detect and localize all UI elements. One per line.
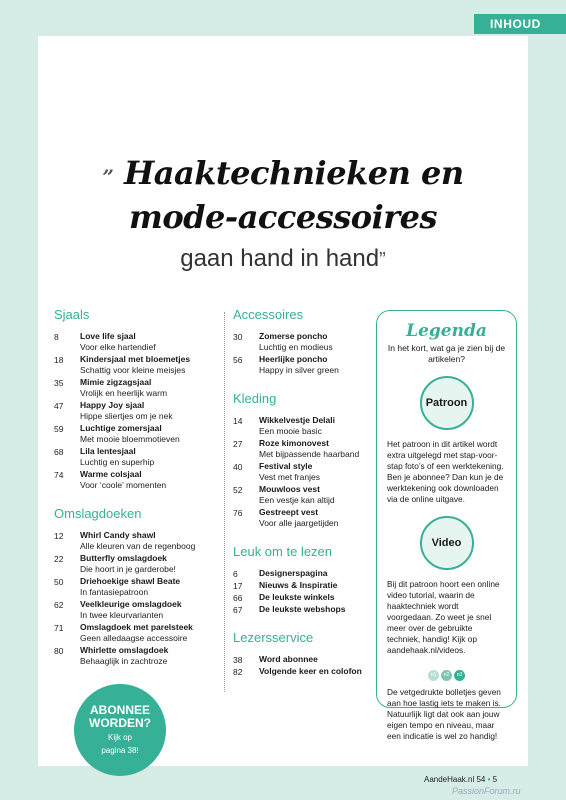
toc-text — [80, 354, 222, 376]
toc-title: Driehoekige shawl Beate — [80, 576, 181, 586]
divider — [224, 312, 225, 692]
toc-text — [80, 622, 222, 644]
toc-text — [259, 331, 373, 353]
toc-title: Veelkleurige omslagdoek — [80, 599, 182, 609]
toc-subtitle: Die hoort in je garderobe! — [80, 564, 176, 574]
toc-title: Festival style — [259, 461, 313, 471]
toc-subtitle: Luchtig en modieus — [259, 342, 333, 352]
toc-item — [54, 354, 222, 376]
toc-item — [233, 331, 373, 353]
toc-item — [54, 469, 222, 491]
toc-text — [80, 599, 222, 621]
toc-text — [80, 423, 222, 445]
toc-text — [259, 461, 373, 483]
page-number: 22 — [54, 554, 64, 564]
toc-title: De leukste webshops — [259, 604, 346, 614]
toc-item — [54, 576, 222, 598]
toc-text — [259, 654, 373, 665]
toc-item — [233, 415, 373, 437]
page-number: 17 — [233, 581, 243, 591]
section-title-lezers: Lezersservice — [233, 630, 314, 645]
page-number: 71 — [54, 623, 64, 633]
toc-subtitle: Met bijpassende haarband — [259, 449, 360, 459]
legend-title: Legenda — [406, 321, 487, 341]
toc-title: Omslagdoek met parelsteek — [80, 622, 193, 632]
toc-text — [259, 415, 373, 437]
page-number: 52 — [233, 485, 243, 495]
quote-line-3: gaan hand in hand” — [180, 245, 386, 272]
page-number: 50 — [54, 577, 64, 587]
toc-subtitle: Schattig voor kleine meisjes — [80, 365, 186, 375]
toc-title: Wikkelvestje Delali — [259, 415, 335, 425]
toc-text — [259, 592, 373, 603]
page-number: 80 — [54, 646, 64, 656]
section-title-accessoires: Accessoires — [233, 307, 304, 322]
toc-subtitle: Vrolijk en heerlijk warm — [80, 388, 168, 398]
toc-item — [233, 666, 373, 677]
toc-subtitle: In twee kleurvarianten — [80, 610, 164, 620]
toc-subtitle: Met mooie bloemmotieven — [80, 434, 180, 444]
legend-box — [376, 310, 517, 741]
toc-item — [54, 645, 222, 667]
page-number: 40 — [233, 462, 243, 472]
toc-text — [80, 331, 222, 353]
toc-title: Warme colsjaal — [80, 469, 142, 479]
badge-sub-2: pagina 38! — [101, 746, 139, 755]
page-number: 30 — [233, 332, 243, 342]
toc-text — [80, 446, 222, 468]
page-number: 35 — [54, 378, 64, 388]
toc-title: Mimie zigzagsjaal — [80, 377, 152, 387]
list-kleding — [233, 415, 373, 529]
page-number: 74 — [54, 470, 64, 480]
toc-title: Volgende keer en colofon — [259, 666, 362, 676]
toc-title: Roze kimonovest — [259, 438, 329, 448]
list-sjaals — [54, 331, 222, 491]
patroon-text: Het patroon in dit artikel wordt extra uitgelegd met stap-voor-stap foto’s of een werktekening. Ben je abonnee? Dan kun je de werktekening ook downloaden via de online uitgave. — [387, 439, 504, 504]
toc-subtitle: Behaaglijk in zachtroze — [80, 656, 168, 666]
section-tab: INHOUD — [474, 14, 566, 34]
list-lezersservice — [233, 654, 373, 677]
toc-title: Luchtige zomersjaal — [80, 423, 162, 433]
toc-item — [233, 484, 373, 506]
toc-item — [54, 377, 222, 399]
toc-subtitle: Vest met franjes — [259, 472, 320, 482]
toc-item — [54, 400, 222, 422]
difficulty-dot: n2 — [441, 670, 452, 681]
toc-title: Butterfly omslagdoek — [80, 553, 167, 563]
page-number: 18 — [54, 355, 64, 365]
page-number: 38 — [233, 655, 243, 665]
page-number: 62 — [54, 600, 64, 610]
page-number: 67 — [233, 605, 243, 615]
toc-title: Heerlijke poncho — [259, 354, 328, 364]
toc-title: Mouwloos vest — [259, 484, 320, 494]
toc-item — [54, 331, 222, 353]
toc-item — [233, 592, 373, 603]
toc-title: Whirlette omslagdoek — [80, 645, 169, 655]
toc-text — [259, 484, 373, 506]
page-number: 6 — [233, 569, 238, 579]
toc-text — [80, 469, 222, 491]
page-number: 68 — [54, 447, 64, 457]
toc-subtitle: Geen alledaagse accessoire — [80, 633, 188, 643]
toc-title: De leukste winkels — [259, 592, 335, 602]
quote-line-1: ” Haaktechnieken en — [102, 154, 464, 192]
page-number: 76 — [233, 508, 243, 518]
toc-subtitle: Een mooie basic — [259, 426, 322, 436]
toc-item — [233, 604, 373, 615]
toc-subtitle: In fantasiepatroon — [80, 587, 149, 597]
toc-subtitle: Voor ‘coole’ momenten — [80, 480, 167, 490]
subscribe-badge — [74, 684, 166, 776]
toc-item — [233, 654, 373, 665]
page-number: 12 — [54, 531, 64, 541]
toc-title: Designerspagina — [259, 568, 328, 578]
toc-item — [54, 446, 222, 468]
page-number: 27 — [233, 439, 243, 449]
toc-subtitle: Een vestje kan altijd — [259, 495, 335, 505]
toc-text — [80, 645, 222, 667]
toc-text — [80, 576, 222, 598]
section-title-leuk: Leuk om te lezen — [233, 544, 333, 559]
toc-subtitle: Hippe sliertjes om je nek — [80, 411, 173, 421]
page-number: 66 — [233, 593, 243, 603]
toc-subtitle: Voor alle jaargetijden — [259, 518, 339, 528]
toc-text — [259, 507, 373, 529]
toc-item — [54, 599, 222, 621]
toc-text — [259, 666, 373, 677]
toc-item — [233, 507, 373, 529]
page-footer: AandeHaak.nl 54 • 5 — [424, 775, 498, 784]
toc-item — [54, 622, 222, 644]
section-title-omslagdoeken: Omslagdoeken — [54, 506, 142, 521]
list-omslagdoeken — [54, 530, 222, 667]
list-accessoires — [233, 331, 373, 376]
toc-item — [54, 423, 222, 445]
toc-title: Gestreept vest — [259, 507, 319, 517]
legend-intro: In het kort, wat ga je zien bij de artikelen? — [387, 343, 506, 364]
toc-text — [259, 580, 373, 591]
patroon-badge: Patroon — [420, 376, 474, 430]
toc-item — [233, 461, 373, 483]
badge-title-2: WORDEN? — [89, 716, 151, 730]
page-number: 14 — [233, 416, 243, 426]
section-title-kleding: Kleding — [233, 391, 277, 406]
page-number: 59 — [54, 424, 64, 434]
toc-text — [259, 354, 373, 376]
toc-title: Love life sjaal — [80, 331, 136, 341]
list-leuk — [233, 568, 373, 615]
toc-text — [259, 568, 373, 579]
badge-title-1: ABONNEE — [89, 703, 150, 717]
toc-item — [54, 553, 222, 575]
toc-item — [233, 580, 373, 591]
toc-subtitle: Alle kleuren van de regenboog — [80, 541, 196, 551]
toc-title: Happy Joy sjaal — [80, 400, 145, 410]
difficulty-dots — [387, 670, 506, 681]
toc-subtitle: Voor elke hartendief — [80, 342, 156, 352]
toc-subtitle: Happy in silver green — [259, 365, 339, 375]
difficulty-dot: n1 — [428, 670, 439, 681]
toc-title: Kindersjaal met bloemetjes — [80, 354, 191, 364]
toc-text — [80, 400, 222, 422]
video-text: Bij dit patroon hoort een online video tutorial, waarin de haaktechniek wordt voorgedaan. Zo weet je snel meer over de gebruikte techniek, handig! Kijk op aandehaak.nl/videos. — [387, 579, 500, 655]
toc-item — [233, 438, 373, 460]
toc-title: Zomerse poncho — [259, 331, 328, 341]
section-title-sjaals: Sjaals — [54, 307, 90, 322]
badge-sub-1: Kijk op — [107, 733, 132, 742]
toc-subtitle: Luchtig en superhip — [80, 457, 155, 467]
page-number: 82 — [233, 667, 243, 677]
toc-title: Whirl Candy shawl — [80, 530, 156, 540]
page-number: 8 — [54, 332, 59, 342]
toc-title: Nieuws & Inspiratie — [259, 580, 338, 590]
watermark: PassionForum.ru — [452, 786, 521, 796]
toc-text — [80, 530, 222, 552]
toc-title: Lila lentesjaal — [80, 446, 136, 456]
toc-item — [233, 568, 373, 579]
quote-line-2: mode-accessoires — [128, 198, 438, 236]
column-middle — [233, 307, 373, 678]
toc-item — [54, 530, 222, 552]
page-number: 47 — [54, 401, 64, 411]
toc-text — [259, 438, 373, 460]
column-left — [54, 307, 222, 668]
toc-text — [80, 377, 222, 399]
toc-text — [80, 553, 222, 575]
difficulty-dot: n3 — [454, 670, 465, 681]
dots-text: De vetgedrukte bolletjes geven aan hoe lastig iets te maken is. Natuurlijk ligt dat ook aan jouw eigen tempo en niveau, maar een indicatie is wel zo handig! — [387, 687, 501, 741]
toc-item — [233, 354, 373, 376]
video-badge: Video — [420, 516, 474, 570]
toc-title: Word abonnee — [259, 654, 318, 664]
toc-text — [259, 604, 373, 615]
page — [38, 36, 528, 766]
page-number: 56 — [233, 355, 243, 365]
